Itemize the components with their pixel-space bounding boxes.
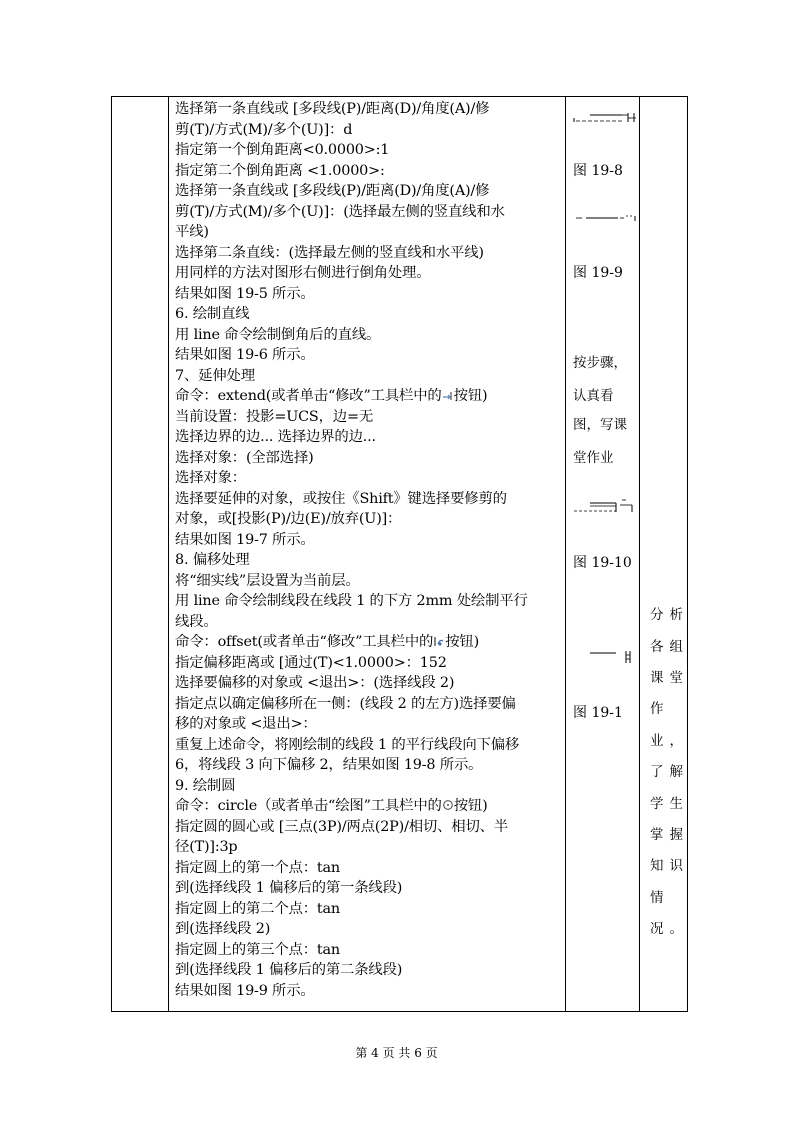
extend-tool-icon <box>442 389 454 401</box>
figure-label: 图 19-8 <box>573 163 623 179</box>
text-line: 选择要延伸的对象，或按住《Shift》键选择要修剪的 <box>175 490 507 507</box>
text-line: 到(选择线段 1 偏移后的第一条线段) <box>175 880 403 896</box>
text-line: 当前设置：投影=UCS，边=无 <box>175 408 374 425</box>
text-line: 选择边界的边... 选择边界的边... <box>175 429 376 445</box>
text-line: 平线) <box>175 224 209 240</box>
section-heading: 8. 偏移处理 <box>175 552 250 568</box>
remark-line: 掌握 <box>650 827 689 843</box>
remark-line: 各组 <box>650 639 689 655</box>
text-line: 选择第一条直线或 [多段线(P)/距离(D)/角度(A)/修 <box>175 101 490 117</box>
text-line: 剪(T)/方式(M)/多个(U)]：d <box>175 121 353 138</box>
text-line: 结果如图 19-9 所示。 <box>175 982 315 999</box>
section-heading: 7、延伸处理 <box>175 367 255 384</box>
offset-tool-icon <box>433 635 445 647</box>
section-heading: 6. 绘制直线 <box>175 306 250 322</box>
text-line-with-icon <box>175 386 567 407</box>
text-line: 用 line 命令绘制倒角后的直线。 <box>175 326 381 343</box>
remark-line: 分析 <box>650 607 689 623</box>
text-line: 指定圆上的第二个点：tan <box>175 900 340 917</box>
text-line: 结果如图 19-6 所示。 <box>175 347 315 363</box>
figure-thumbnail <box>572 107 638 123</box>
text-line: 径(T)]:3p <box>175 839 238 855</box>
text-line-with-icon <box>175 632 567 653</box>
text-line: 选择第二条直线：(选择最左侧的竖直线和水平线) <box>175 244 484 261</box>
figure-label: 图 19-1 <box>573 705 623 721</box>
text-line: 线段。 <box>175 613 218 630</box>
instruction-note: 认真看 <box>573 388 614 404</box>
text-line: 剪(T)/方式(M)/多个(U)]：(选择最左侧的竖直线和水 <box>175 203 505 220</box>
text-line: 对象，或[投影(P)/边(E)/放弃(U)]： <box>175 511 402 527</box>
button-suffix: 按钮) <box>453 388 488 404</box>
column-divider <box>168 97 169 1011</box>
text-line: 选择对象：(全部选择) <box>175 449 314 466</box>
command-text: 命令：circle（或者单击“绘图”工具栏中的 <box>175 798 442 814</box>
button-suffix: 按钮) <box>453 798 488 814</box>
text-line: 指定第二个倒角距离 <1.0000>: <box>175 162 385 179</box>
remark-line: 作 <box>650 701 670 717</box>
button-suffix: 按钮) <box>445 634 479 650</box>
text-line: 到(选择线段 1 偏移后的第二条线段) <box>175 962 403 978</box>
remark-line: 学生 <box>650 796 689 812</box>
text-line: 用同样的方法对图形右侧进行倒角处理。 <box>175 265 431 281</box>
remark-line: 课堂 <box>650 670 689 686</box>
figure-thumbnail <box>572 209 638 225</box>
remark-line: 业， <box>650 733 689 749</box>
remark-line: 情 <box>650 890 670 906</box>
remark-line: 知识 <box>650 858 689 874</box>
figure-label: 图 19-10 <box>573 555 632 571</box>
text-line: 指定第一个倒角距离<0.0000>:1 <box>175 142 390 158</box>
text-line: 结果如图 19-5 所示。 <box>175 285 315 302</box>
text-line: 用 line 命令绘制线段在线段 1 的下方 2mm 处绘制平行 <box>175 593 528 609</box>
instruction-note: 按步骤， <box>573 355 627 371</box>
text-line: 重复上述命令，将刚绘制的线段 1 的平行线段向下偏移 <box>175 736 520 753</box>
text-line: 指定圆的圆心或 [三点(3P)/两点(2P)/相切、相切、半 <box>175 818 509 835</box>
page-footer: 第 4 页 共 6 页 <box>355 1046 438 1060</box>
figure-label: 图 19-9 <box>573 265 623 281</box>
figure-thumbnail <box>572 649 638 665</box>
remark-line: 况。 <box>650 921 689 937</box>
text-line: 结果如图 19-7 所示。 <box>175 531 315 548</box>
command-text: 命令：extend(或者单击“修改”工具栏中的 <box>175 388 442 404</box>
command-text: 命令：offset(或者单击“修改”工具栏中的 <box>175 634 434 650</box>
text-line: 6，将线段 3 向下偏移 2，结果如图 19-8 所示。 <box>175 757 483 773</box>
column-divider <box>639 97 640 1011</box>
text-line: 选择要偏移的对象或 <退出>：(选择线段 2) <box>175 675 455 691</box>
instruction-note: 堂作业 <box>573 450 614 466</box>
text-line: 指定圆上的第三个点：tan <box>175 941 340 958</box>
text-line: 选择对象： <box>175 470 246 486</box>
text-line: 选择第一条直线或 [多段线(P)/距离(D)/角度(A)/修 <box>175 183 490 199</box>
figure-thumbnail <box>572 497 638 513</box>
text-line: 指定偏移距离或 [通过(T)<1.0000>：152 <box>175 654 447 671</box>
procedure-column <box>175 99 567 1001</box>
remark-line: 了解 <box>650 764 689 780</box>
circle-tool-icon <box>442 799 454 811</box>
text-line: 将“细实线”层设置为当前层。 <box>175 572 360 589</box>
lesson-table <box>111 96 688 1012</box>
text-line: 到(选择线段 2) <box>175 921 271 937</box>
text-line: 指定点以确定偏移所在一侧：(线段 2 的左方)选择要偏 <box>175 695 516 712</box>
section-heading: 9. 绘制圆 <box>175 777 236 794</box>
instruction-note: 图，写课 <box>573 417 627 433</box>
text-line: 指定圆上的第一个点：tan <box>175 859 340 876</box>
text-line-with-icon <box>175 796 567 817</box>
text-line: 移的对象或 <退出>： <box>175 716 317 732</box>
